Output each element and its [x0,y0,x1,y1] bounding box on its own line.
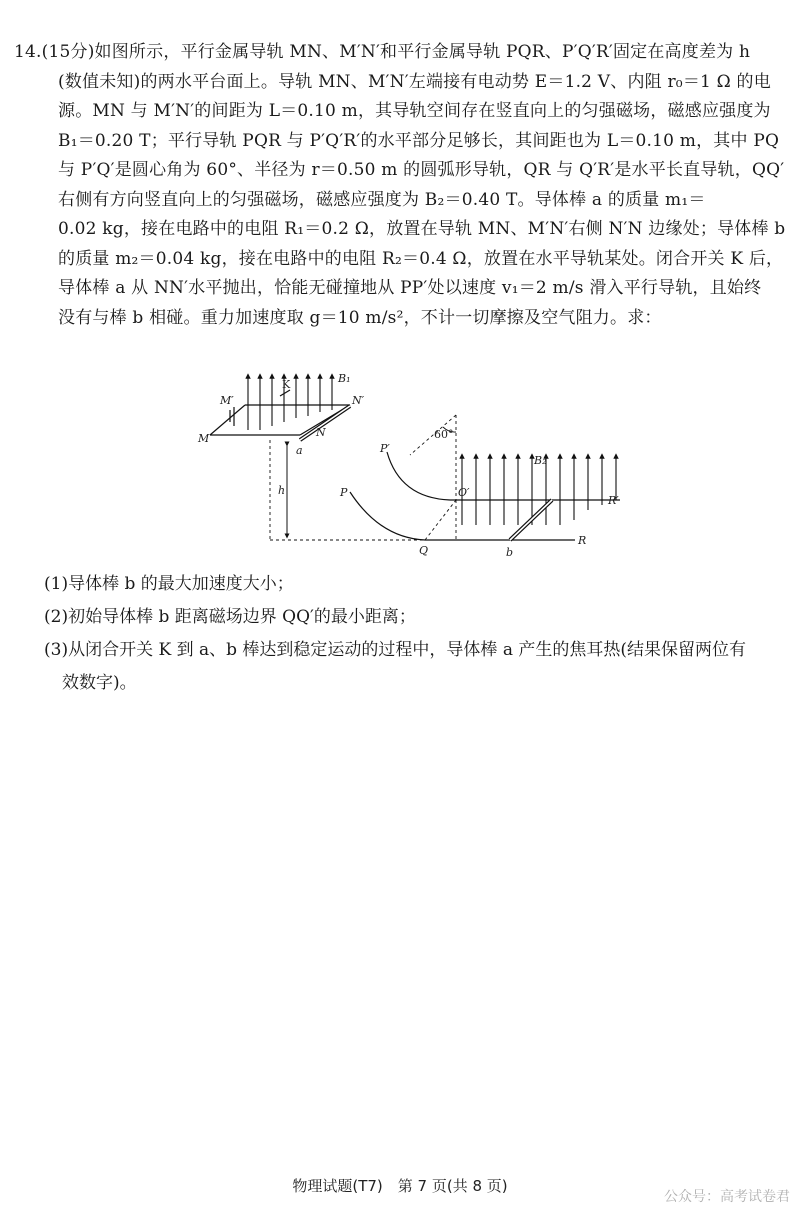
sub-questions [44,568,784,700]
watermark: 公众号：高考试卷君 [664,1189,790,1205]
question-text-line-4: B₁＝0.20 T；平行导轨 PQR 与 P′Q′R′的水平部分足够长，其间距也为 L＝0.10 m，其中 PQ [58,130,780,151]
label-M-prime: M′ [220,394,234,407]
label-P: P [340,486,348,499]
question-line [14,38,784,68]
sub-question-3 [44,634,784,700]
label-a: a [296,444,303,457]
rail-diagram [190,360,630,560]
label-N-prime: N′ [352,394,365,407]
question-text-line-1: (15分)如图所示，平行金属导轨 MN、M′N′和平行金属导轨 PQR、P′Q′R′固定在高度差为 h [41,42,751,62]
question-text-line-5: 与 P′Q′是圆心角为 60°、半径为 r＝0.50 m 的圆弧形导轨，QR 与 Q′R′是水平长直导轨，QQ′ [58,160,785,180]
question-text-line-7: 0.02 kg，接在电路中的电阻 R₁＝0.2 Ω，放置在导轨 MN、M′N′右侧 N′N 边缘处；导体棒 b [58,219,786,239]
sub-question-2 [44,601,784,634]
label-B1: B₁ [338,372,351,385]
height-guides [270,440,425,540]
sub-question-3-text: (3)从闭合开关 K 到 a、b 棒达到稳定运动的过程中，导体棒 a 产生的焦耳热(结果保留两位有 [44,640,746,660]
label-O-prime: O′ [458,486,470,499]
label-h: h [278,484,286,497]
label-K: K [282,378,291,391]
question-number: 14. [14,42,42,62]
question-text-line-9: 导体棒 a 从 NN′水平抛出，恰能无碰撞地从 PP′处以速度 v₁＝2 m/s 滑入平行导轨，且始终 [58,278,762,298]
page-footer: 物理试题(T7) 第 7 页(共 8 页) [292,1177,508,1195]
label-R-prime: R′ [608,494,619,507]
label-Q: Q [419,544,429,557]
sub-question-3-continuation: 效数字)。 [62,673,137,693]
sub-question-1 [44,568,784,601]
label-N: N [316,426,326,439]
label-B2: B₂ [534,454,547,467]
sub-question-1-text: (1)导体棒 b 的最大加速度大小； [44,574,294,594]
label-b: b [506,546,514,559]
question-text-line-8: 的质量 m₂＝0.04 kg，接在电路中的电阻 R₂＝0.4 Ω，放置在水平导轨某处。闭合开关 K 后， [58,248,784,269]
sub-question-2-text: (2)初始导体棒 b 距离磁场边界 QQ′的最小距离； [44,607,416,627]
question-14 [14,38,784,333]
label-P-prime: P′ [380,442,390,455]
label-angle: 60° [434,428,454,441]
question-text-line-3: 源。MN 与 M′N′的间距为 L＝0.10 m，其导轨空间存在竖直向上的匀强磁场，磁感应强度为 [58,101,771,121]
question-text-line-6: 右侧有方向竖直向上的匀强磁场，磁感应强度为 B₂＝0.40 T。导体棒 a 的质量 m₁＝ [58,189,706,210]
question-text-line-10: 没有与棒 b 相碰。重力加速度取 g＝10 m/s²，不计一切摩擦及空气阻力。求： [58,307,662,328]
label-M: M [198,432,210,445]
lower-rails [350,452,620,540]
label-R: R [578,534,587,547]
question-text-line-2: (数值未知)的两水平台面上。导轨 MN、M′N′左端接有电动势 E＝1.2 V、内阻 r₀＝1 Ω 的电 [58,71,771,92]
